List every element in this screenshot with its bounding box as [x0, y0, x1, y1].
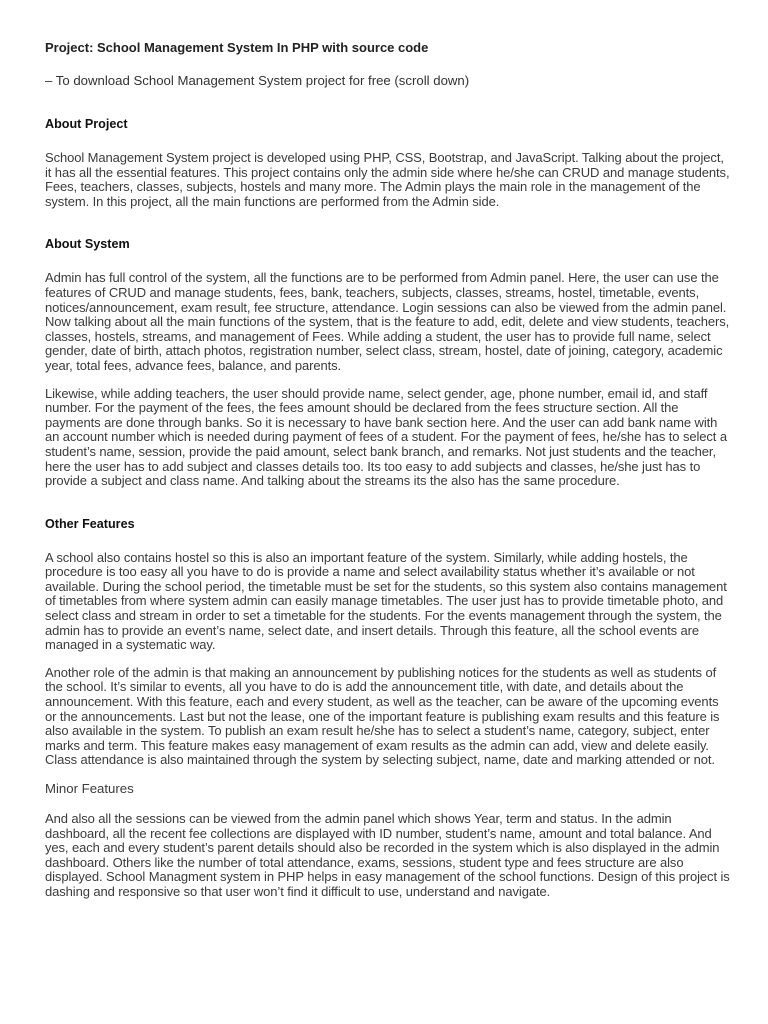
- paragraph-minor-features: And also all the sessions can be viewed from the admin panel which shows Year, term and status. In the admin dashboard, all the recent fee collections are displayed with ID number, student’s name, amount and total balance. And yes, each and every student’s parent details should also be recorded in the system which is also displayed in the admin dashboard. Others like the number of total attendance, exams, sessions, student type and fees structure are also displayed. School Managment system in PHP helps in easy management of the school functions. Design of this project is dashing and responsive so that user won’t find it difficult to use, understand and navigate.: [45, 811, 730, 899]
- heading-about-system: About System: [45, 237, 130, 252]
- paragraph-about-system-2: Likewise, while adding teachers, the user should provide name, select gender, age, phone number, email id, and staff number. For the payment of the fees, the fees amount should be declared from the fees structure section. All the payments are done through banks. So it is necessary to have bank section here. And the user can add bank name with an account number which is needed during payment of fees of a student. For the payment of fees, he/she has to select a student’s name, session, provide the paid amount, select bank branch, and remarks. Not just students and the teacher, here the user has to add subject and classes details too. Its too easy to add subjects and classes, he/she just has to provide a subject and class name. And talking about the streams its the also has the same procedure.: [45, 385, 727, 489]
- heading-minor-features: Minor Features: [45, 781, 134, 796]
- page-title: Project: School Management System In PHP with source code: [45, 40, 429, 55]
- heading-other-features: Other Features: [45, 516, 135, 531]
- paragraph-about-project: School Management System project is developed using PHP, CSS, Bootstrap, and JavaScript. Talking about the project, it has all the essential features. This project contains only the admin side where he/she can CRUD and manage students, Fees, teachers, classes, subjects, hostels and many more. The Admin plays the main role in the management of the system. In this project, all the main functions are performed from the Admin side.: [45, 150, 730, 209]
- paragraph-other-features-2: Another role of the admin is that making an announcement by publishing notices for the students as well as students of the school. It’s similar to events, all you have to do is add the announcement title, with date, and details about the announcement. With this feature, each and every student, as well as the teacher, can be aware of the upcoming events or the announcements. Last but not the lease, one of the important feature is publishing exam results and this feature is also available in the system. To publish an exam result he/she has to select a student’s name, category, subject, enter marks and term. This feature makes easy management of exam results as the admin can add, view and delete easily. Class attendance is also maintained through the system by selecting subject, name, date and marking attended or not.: [45, 664, 720, 768]
- download-note: – To download School Management System project for free (scroll down): [45, 73, 470, 88]
- paragraph-about-system-1: Admin has full control of the system, all the functions are to be performed from Admin panel. Here, the user can use the features of CRUD and manage students, fees, bank, teachers, subjects, classes, streams, hostel, timetable, events, notices/announcement, exam result, fee structure, attendance. Login sessions can also be viewed from the admin panel. Now talking about all the main functions of the system, that is the feature to add, edit, delete and view students, teachers, classes, hostels, streams, and management of Fees. While adding a student, the user has to provide full name, select gender, date of birth, attach photos, registration number, select class, stream, hostel, date of joining, category, academic year, total fees, advance fees, balance, and parents.: [45, 270, 730, 373]
- document-page: [45, 40, 730, 913]
- heading-about-project: About Project: [45, 117, 128, 131]
- paragraph-other-features-1: A school also contains hostel so this is also an important feature of the system. Similarly, while adding hostels, the procedure is too easy all you have to do is provide a name and select availability status whether it’s available or not available. During the school period, the timetable must be set for the students, so this system also contains management of timetables from where system admin can easily manage timetables. The user just has to provide timetable photo, and select class and stream in order to set a timetable for the students. For the events management through the system, the admin has to provide an event’s name, select date, and insert details. Through this feature, all the school events are managed in a systematic way.: [45, 549, 727, 653]
